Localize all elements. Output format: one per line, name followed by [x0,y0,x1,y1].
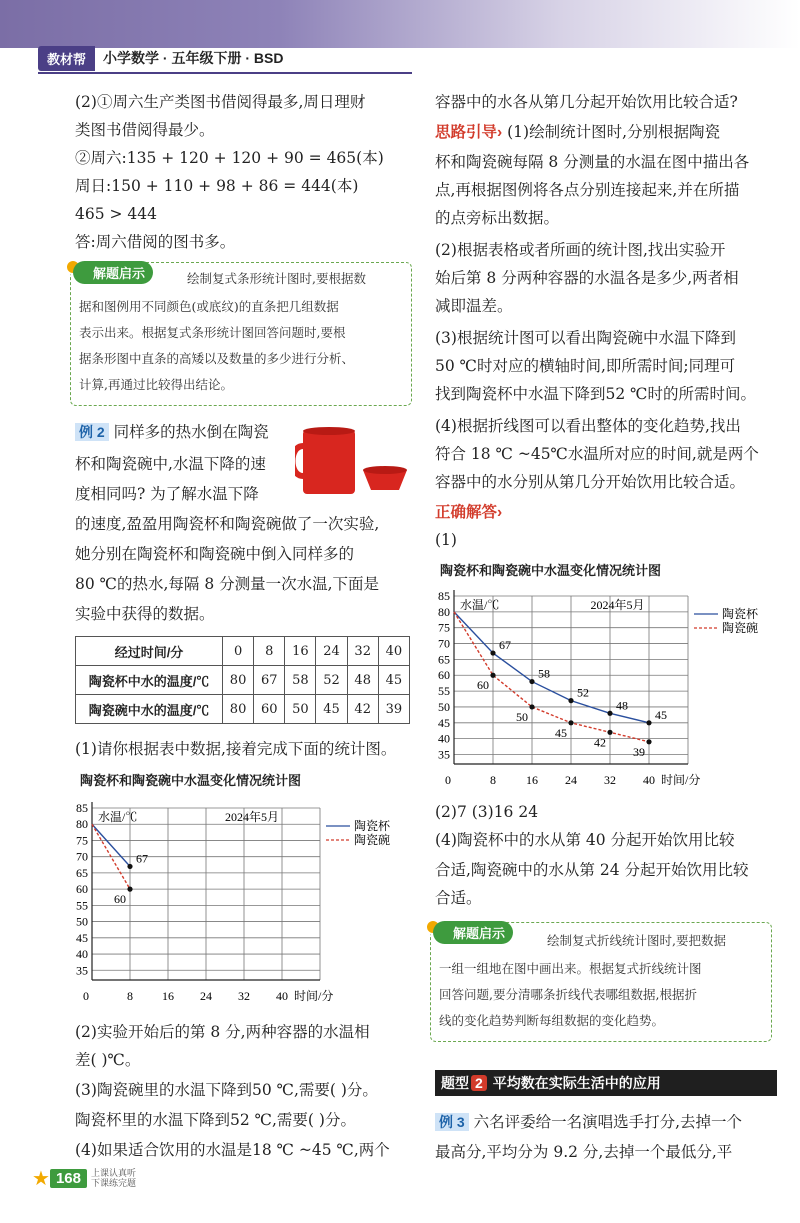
y-tick-label: 65 [76,865,88,880]
table-cell: 24 [316,637,347,666]
data-label: 50 [516,709,528,724]
answer-line: 类图书借阅得最少。 [75,121,215,139]
question-line: 陶瓷杯里的水温下降到52 ℃,需要( )分。 [75,1111,356,1129]
x-tick-label: 40 [276,989,288,1003]
answer-line: 答:周六借阅的图书多。 [75,233,236,251]
example-line: 度相同吗? 为了解水温下降 [75,485,259,503]
answer-line: 合适,陶瓷碗中的水从第 24 分起开始饮用比较 [435,861,749,879]
guide-line: 符合 18 ℃ ~45℃水温所对应的时间,就是两个 [435,445,759,463]
data-point [646,720,651,725]
y-axis-title: 水温/℃ [460,598,500,612]
y-tick-label: 35 [438,747,450,762]
y-tick-label: 50 [438,699,450,714]
hint-text: 回答问题,要分清哪条折线代表哪组数据,根据折 [439,987,697,1002]
right-line: 容器中的水各从第几分起开始饮用比较合适? [435,93,738,111]
x-tick-label: 24 [565,773,577,787]
x-tick-label: 8 [490,773,496,787]
y-tick-label: 60 [438,668,450,683]
answer-line: (2)7 (3)16 24 [435,803,539,821]
example-line [75,418,269,446]
guide-line: 始后第 8 分两种容器的水温各是多少,两者相 [435,269,739,287]
question-line: (4)如果适合饮用的水温是18 ℃ ~45 ℃,两个 [75,1141,390,1159]
x-tick-label: 0 [445,773,451,787]
guide-line: 思路引导› (1)绘制统计图时,分别根据陶瓷 [435,123,721,141]
header-rule [38,72,412,74]
question-line: (3)陶瓷碗里的水温下降到50 ℃,需要( )分。 [75,1081,378,1099]
data-point [568,720,573,725]
hint-text: 绘制复式折线统计图时,要把数据 [547,933,726,948]
data-label: 67 [136,851,148,866]
table-cell: 经过时间/分 [76,637,223,666]
answer-line: 周日:150 + 110 + 98 + 86 = 444(本) [75,177,359,195]
hint-box [430,922,772,1042]
data-label: 52 [577,685,589,700]
data-point [607,730,612,735]
legend-label: 陶瓷碗 [354,833,391,847]
x-tick-label: 32 [238,989,250,1003]
legend-label: 陶瓷碗 [722,621,759,635]
table-cell: 40 [378,637,409,666]
data-point [529,704,534,709]
y-tick-label: 75 [438,620,450,635]
guide-line: 杯和陶瓷碗每隔 8 分测量的水温在图中描出各 [435,153,750,171]
table-cell: 80 [223,666,254,695]
table-cell: 陶瓷碗中水的温度/℃ [76,695,223,724]
y-tick-label: 40 [76,947,88,962]
data-label: 60 [114,892,126,907]
guide-line: (3)根据统计图可以看出陶瓷碗中水温下降到 [435,329,736,347]
section-number: 2 [471,1075,487,1091]
series-line [454,612,649,742]
answer-line: (2)①周六生产类图书借阅得最多,周日理财 [75,93,366,111]
data-label: 45 [655,707,667,722]
answer-line: (4)陶瓷杯中的水从第 40 分起开始饮用比较 [435,831,735,849]
x-axis-title: 时间/分 [294,989,334,1003]
question-line: (1)请你根据表中数据,接着完成下面的统计图。 [75,740,397,758]
table-cell: 67 [254,666,285,695]
guide-line: 容器中的水分别从第几分开始饮用比较合适。 [435,473,746,491]
hint-tag: 解题启示 [73,261,153,284]
y-tick-label: 55 [76,898,88,913]
line-chart-exercise [60,790,410,1015]
legend-label: 陶瓷杯 [354,819,391,833]
header-tab: 教材帮 [38,46,95,71]
table-cell: 0 [223,637,254,666]
line-chart-answer [420,578,780,796]
cup-icon [303,430,355,494]
example-text: 六名评委给一名演唱选手打分,去掉一个 [473,1113,743,1131]
data-label: 58 [538,666,550,681]
hint-box [70,262,412,406]
table-cell: 42 [347,695,378,724]
data-point [490,650,495,655]
hint-text: 线的变化趋势判断每组数据的变化趋势。 [439,1013,665,1028]
y-axis-title: 水温/℃ [98,810,138,824]
question-line: 差( )℃。 [75,1051,141,1069]
x-tick-label: 16 [162,989,174,1003]
x-tick-label: 0 [83,989,89,1003]
example-line: 实验中获得的数据。 [75,605,215,623]
data-label: 39 [633,744,645,759]
data-label: 67 [499,638,511,653]
answer-label: 正确解答 [435,504,498,521]
table-cell: 32 [347,637,378,666]
data-table [75,636,410,724]
data-label: 45 [555,725,567,740]
y-tick-label: 70 [438,636,450,651]
star-icon: ★ [32,1166,50,1190]
answer-heading: 正确解答› [435,504,503,521]
table-row [76,637,410,666]
table-cell: 60 [254,695,285,724]
table-cell: 50 [285,695,316,724]
hint-tag: 解题启示 [433,921,513,944]
x-tick-label: 8 [127,989,133,1003]
footer-slogan: 下课练完题 [90,1178,136,1188]
page-footer [32,1166,136,1190]
x-tick-label: 24 [200,989,212,1003]
legend-label: 陶瓷杯 [722,607,759,621]
section-title: 平均数在实际生活中的应用 [492,1075,661,1091]
y-tick-label: 70 [76,849,88,864]
guide-line: 的点旁标出数据。 [435,209,560,227]
data-point [127,887,132,892]
example-line: 她分别在陶瓷杯和陶瓷碗中倒入同样多的 [75,545,355,563]
header-title: 小学数学 · 五年级下册 · BSD [103,50,284,66]
data-point [490,673,495,678]
table-cell: 80 [223,695,254,724]
x-tick-label: 16 [526,773,538,787]
y-tick-label: 85 [438,589,450,603]
table-cell: 8 [254,637,285,666]
answer-line: ②周六:135 + 120 + 120 + 90 = 465(本) [75,149,384,167]
hint-text: 计算,再通过比较得出结论。 [79,377,233,392]
y-tick-label: 80 [76,817,88,832]
answer-line: 合适。 [435,889,482,907]
example-line: 的速度,盈盈用陶瓷杯和陶瓷碗做了一次实验, [75,515,380,533]
guide-line: (4)根据折线图可以看出整体的变化趋势,找出 [435,417,741,435]
footer-slogan: 上课认真听 [90,1168,136,1178]
guide-line: 找到陶瓷杯中水温下降到52 ℃时的所需时间。 [435,385,756,403]
guide-line: 减即温差。 [435,297,513,315]
hint-text: 绘制复式条形统计图时,要根据数 [187,271,366,286]
example-line: 80 ℃的热水,每隔 8 分测量一次水温,下面是 [75,575,380,593]
cup-and-bowl-illustration [295,422,415,502]
guide-line: 点,再根据图例将各点分别连接起来,并在所描 [435,181,740,199]
x-tick-label: 40 [643,773,655,787]
chart-date-note: 2024年5月 [590,598,645,612]
hint-text: 一组一组地在图中画出来。根据复式折线统计图 [439,961,702,976]
table-row [76,666,410,695]
hint-text: 据和图例用不同颜色(或底纹)的直条把几组数据 [79,299,339,314]
example-line [435,1108,742,1136]
table-cell: 45 [378,666,409,695]
y-tick-label: 50 [76,914,88,929]
y-tick-label: 35 [76,963,88,978]
y-tick-label: 75 [76,833,88,848]
table-cell: 45 [316,695,347,724]
question-line: (2)实验开始后的第 8 分,两种容器的水温相 [75,1023,370,1041]
data-point [568,698,573,703]
section-prefix: 题型 [441,1075,469,1091]
table-cell: 52 [316,666,347,695]
table-cell: 48 [347,666,378,695]
table-cell: 陶瓷杯中水的温度/℃ [76,666,223,695]
chart-date-note: 2024年5月 [225,810,280,824]
y-tick-label: 85 [76,801,88,815]
example-line: 最高分,平均分为 9.2 分,去掉一个最低分,平 [435,1143,733,1161]
y-tick-label: 80 [438,604,450,619]
example-label: 例 3 [435,1113,469,1131]
guide-label: 思路引导 [435,124,498,141]
table-cell: 58 [285,666,316,695]
page-number: 168 [50,1169,87,1188]
y-tick-label: 45 [438,715,450,730]
data-point [529,679,534,684]
hint-text: 表示出来。根据复式条形统计图回答问题时,要根 [79,325,346,340]
chart-title: 陶瓷杯和陶瓷碗中水温变化情况统计图 [80,773,302,788]
chart-title: 陶瓷杯和陶瓷碗中水温变化情况统计图 [440,563,662,578]
data-point [607,711,612,716]
section-heading [435,1070,777,1096]
x-tick-label: 32 [604,773,616,787]
table-row [76,695,410,724]
y-tick-label: 45 [76,930,88,945]
hint-text: 据条形图中直条的高矮以及数量的多少进行分析、 [79,351,355,366]
top-banner [0,0,800,48]
series-line [92,824,130,866]
y-tick-label: 40 [438,731,450,746]
example-label: 例 2 [75,423,109,441]
data-label: 48 [616,698,628,713]
answer-line: 465 > 444 [75,205,158,223]
y-tick-label: 65 [438,652,450,667]
data-label: 60 [477,678,489,693]
data-label: 42 [594,735,606,750]
data-point [646,739,651,744]
answer-line: (1) [435,531,457,549]
data-point [127,864,132,869]
guide-line: 50 ℃时对应的横轴时间,即所需时间;同理可 [435,357,736,375]
y-tick-label: 60 [76,882,88,897]
table-cell: 39 [378,695,409,724]
x-axis-title: 时间/分 [661,773,701,787]
table-cell: 16 [285,637,316,666]
example-line: 杯和陶瓷碗中,水温下降的速 [75,455,266,473]
page-header [38,46,598,70]
guide-line: (2)根据表格或者所画的统计图,找出实验开 [435,241,726,259]
y-tick-label: 55 [438,684,450,699]
example-text: 同样多的热水倒在陶瓷 [113,423,269,441]
